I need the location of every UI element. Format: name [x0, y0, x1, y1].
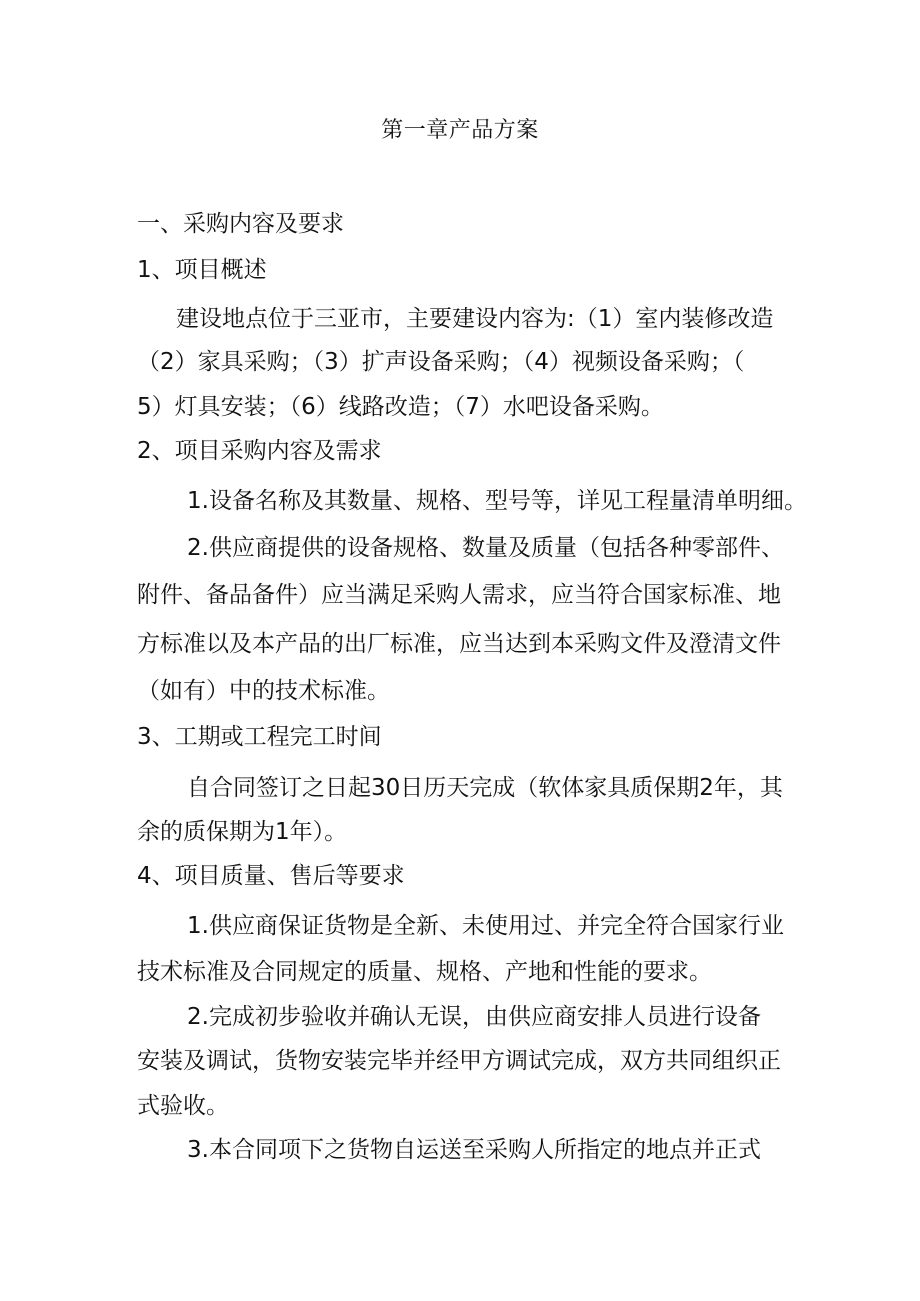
paragraph-line: 方标准以及本产品的出厂标准，应当达到本采购文件及澄清文件 — [137, 631, 781, 657]
paragraph-line: 安装及调试，货物安装完毕并经甲方调试完成，双方共同组织正 — [137, 1048, 781, 1074]
paragraph-line: 自合同签订之日起30日历天完成（软体家具质保期2年，其 — [187, 775, 783, 801]
subsection-heading-overview: 1、项目概述 — [137, 257, 267, 283]
section-heading-procurement: 一、采购内容及要求 — [137, 211, 344, 237]
paragraph-line: 式验收。 — [137, 1093, 229, 1119]
paragraph-line: 附件、备品备件）应当满足采购人需求，应当符合国家标准、地 — [137, 582, 781, 608]
paragraph-line: 余的质保期为1年）。 — [137, 819, 348, 845]
paragraph-line: 2.供应商提供的设备规格、数量及质量（包括各种零部件、 — [187, 535, 784, 561]
subsection-heading-quality: 4、项目质量、售后等要求 — [137, 863, 405, 889]
paragraph-line: 技术标准及合同规定的质量、规格、产地和性能的要求。 — [137, 959, 712, 985]
paragraph-line: 2.完成初步验收并确认无误，由供应商安排人员进行设备 — [187, 1004, 761, 1030]
paragraph-line: 3.本合同项下之货物自运送至采购人所指定的地点并正式 — [187, 1137, 761, 1163]
paragraph-line: 1.设备名称及其数量、规格、型号等，详见工程量清单明细。 — [187, 488, 807, 514]
subsection-heading-schedule: 3、工期或工程完工时间 — [137, 724, 382, 750]
paragraph-line: 建设地点位于三亚市，主要建设内容为:（1）室内装修改造 — [176, 306, 774, 332]
subsection-heading-requirements: 2、项目采购内容及需求 — [137, 438, 382, 464]
paragraph-line: 5）灯具安装；（6）线路改造；（7）水吧设备采购。 — [137, 394, 664, 420]
paragraph-line: 1.供应商保证货物是全新、未使用过、并完全符合国家行业 — [187, 913, 784, 939]
paragraph-line: （如有）中的技术标准。 — [137, 678, 390, 704]
chapter-title: 第一章产品方案 — [381, 118, 539, 143]
paragraph-line: （2）家具采购；（3）扩声设备采购；（4）视频设备采购；（ — [137, 349, 745, 375]
